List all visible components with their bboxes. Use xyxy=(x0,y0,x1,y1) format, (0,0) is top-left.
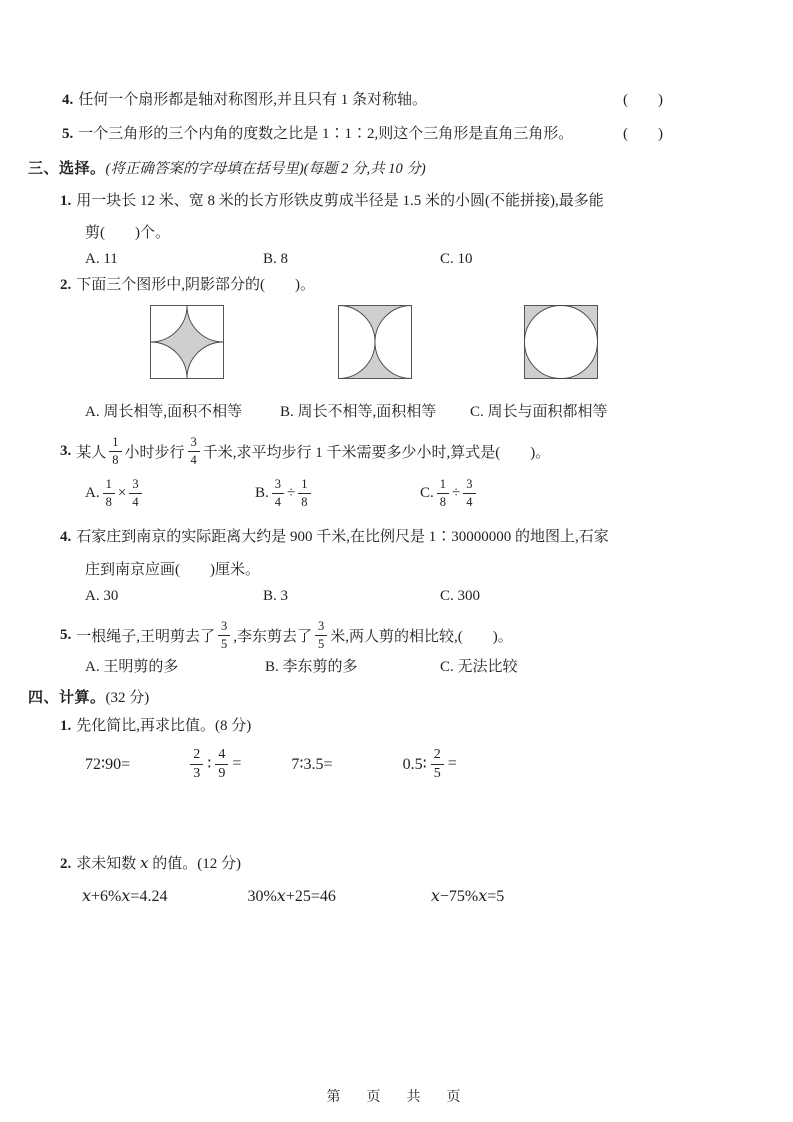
choice-q2-options xyxy=(85,402,793,423)
choice-q1-line1 xyxy=(0,191,793,212)
question-number: 2. xyxy=(60,856,72,872)
calc-q2-text: 的值。(12 分) xyxy=(148,856,241,872)
fraction: 3 4 xyxy=(188,436,200,466)
choice-q2-line xyxy=(0,275,793,296)
choice-q4-text: 石家庄到南京的实际距离大约是 900 千米,在比例尺是 1∶30000000 的地图上,石家 xyxy=(76,529,609,545)
page-footer: 第 页 共 页 xyxy=(326,1090,467,1105)
fraction: $\frac{3}{4}$ xyxy=(272,478,284,508)
section-calc-title: 四、计算。 xyxy=(28,689,106,706)
option-a: A. 30 xyxy=(85,588,119,604)
judge-item-5 xyxy=(0,124,793,145)
calc-expression-2 xyxy=(186,748,241,781)
choice-q1-options xyxy=(85,249,793,270)
choice-q3-options xyxy=(85,473,793,513)
option-a: A. 11 xyxy=(85,251,118,267)
choice-q3-text: 小时步行 xyxy=(124,444,185,461)
equation-3: x−75%x=5 xyxy=(430,886,505,905)
equals-sign: = xyxy=(447,755,457,772)
choice-q2-figures xyxy=(150,305,793,379)
option-b: B. $\frac{3}{4}$ ÷ $\frac{1}{8}$ xyxy=(255,478,420,508)
question-number: 4. xyxy=(62,92,74,108)
divide-sign: ÷ xyxy=(287,484,296,501)
option-c: C. 周长与面积都相等 xyxy=(470,404,608,420)
choice-q3-line xyxy=(0,431,793,471)
equation-1: x+6%x=4.24 xyxy=(82,886,168,905)
calc-q2-line xyxy=(0,853,793,875)
calc-expression-4: 0.5∶ $\frac{2}{5}$ = xyxy=(402,746,457,781)
calc-expression-1: 72∶90= xyxy=(85,756,131,773)
section-calc-heading xyxy=(0,687,793,709)
equals-sign: = xyxy=(232,755,242,772)
choice-q5-text: 米,两人剪的相比较,( )。 xyxy=(330,628,513,645)
fraction: $\frac{1}{8}$ xyxy=(437,478,449,508)
judge-item-4-text: 任何一个扇形都是轴对称图形,并且只有 1 条对称轴。 xyxy=(78,92,428,108)
option-b: B. 李东剪的多 xyxy=(265,659,358,675)
question-number: 3. xyxy=(60,442,72,459)
option-a: A. $\frac{1}{8}$ × $\frac{3}{4}$ xyxy=(85,478,255,508)
fraction: $\frac{4}{9}$ xyxy=(215,748,228,781)
choice-q2-text: 下面三个图形中,阴影部分的( )。 xyxy=(76,277,315,293)
option-c: C. $\frac{1}{8}$ ÷ $\frac{3}{4}$ xyxy=(420,478,479,508)
choice-q3-text: 某人 xyxy=(76,444,107,461)
fraction: 2 3 xyxy=(190,748,203,781)
choice-q5-line xyxy=(0,615,793,655)
choice-q5-text: 一根绳子,王明剪去了 xyxy=(76,628,216,645)
option-c: C. 300 xyxy=(440,588,481,604)
question-number: 5. xyxy=(62,126,74,142)
answer-bracket: ( ) xyxy=(623,92,663,108)
fraction: $\frac{2}{5}$ xyxy=(431,748,444,781)
section-choice-heading xyxy=(0,158,793,180)
calc-q2-text: 求未知数 xyxy=(76,856,141,872)
fraction: $\frac{3}{4}$ xyxy=(463,478,475,508)
question-number: 1. xyxy=(60,193,72,209)
option-a: A. 王明剪的多 xyxy=(85,659,179,675)
choice-q5-text: ,李东剪去了 xyxy=(233,628,313,645)
equation-2: 30%x+25=46 xyxy=(247,886,336,905)
figure-quarter-circles-shaded-center xyxy=(150,305,224,379)
judge-item-5-text: 一个三角形的三个内角的度数之比是 1∶1∶2,则这个三角形是直角三角形。 xyxy=(78,126,574,142)
answer-bracket: ( ) xyxy=(623,126,663,142)
fraction: $\frac{1}{8}$ xyxy=(298,478,310,508)
calc-q2-equations xyxy=(0,885,793,908)
ratio-colon: ∶ xyxy=(207,756,212,773)
figure-two-semicircles-shaded-top-bottom xyxy=(338,305,412,379)
fraction: 3 5 xyxy=(315,620,327,650)
fraction: $\frac{1}{8}$ xyxy=(103,478,115,508)
choice-q1-line2: 剪( )个。 xyxy=(85,225,170,241)
question-number: 4. xyxy=(60,529,72,545)
choice-q4-options xyxy=(85,586,793,607)
question-number: 2. xyxy=(60,277,72,293)
calc-q1-line xyxy=(0,716,793,737)
question-number: 5. xyxy=(60,626,72,643)
variable-x: x xyxy=(140,854,149,872)
figure-inscribed-circle-shaded-corners xyxy=(524,305,598,379)
fraction: 3 5 xyxy=(218,620,230,650)
option-b: B. 周长不相等,面积相等 xyxy=(280,404,437,420)
choice-q1-text: 用一块长 12 米、宽 8 米的长方形铁皮剪成半径是 1.5 米的小圆(不能拼接),最多能 xyxy=(76,193,604,209)
choice-q4-line1 xyxy=(0,527,793,548)
choice-q5-options xyxy=(85,657,793,678)
question-number: 1. xyxy=(60,718,72,734)
fraction: $\frac{3}{4}$ xyxy=(129,478,141,508)
calc-q1-expressions xyxy=(0,742,793,786)
section-choice-note: (将正确答案的字母填在括号里)(每题 2 分,共 10 分) xyxy=(105,161,426,177)
multiply-sign: × xyxy=(117,484,127,501)
calc-q1-text: 先化简比,再求比值。(8 分) xyxy=(76,718,252,734)
option-b: B. 3 xyxy=(263,588,289,604)
divide-sign: ÷ xyxy=(452,484,461,501)
choice-q4-line2: 庄到南京应画( )厘米。 xyxy=(85,562,260,578)
calc-expression-3: 7∶3.5= xyxy=(291,756,333,773)
option-c: C. 10 xyxy=(440,251,473,267)
fraction: 1 8 xyxy=(109,436,121,466)
option-c: C. 无法比较 xyxy=(440,659,518,675)
section-calc-note: (32 分) xyxy=(105,690,150,706)
option-b: B. 8 xyxy=(263,251,289,267)
section-choice-title: 三、选择。 xyxy=(28,160,106,177)
judge-item-4 xyxy=(0,90,793,111)
choice-q3-text: 千米,求平均步行 1 千米需要多少小时,算式是( )。 xyxy=(202,444,551,461)
option-a: A. 周长相等,面积不相等 xyxy=(85,404,243,420)
